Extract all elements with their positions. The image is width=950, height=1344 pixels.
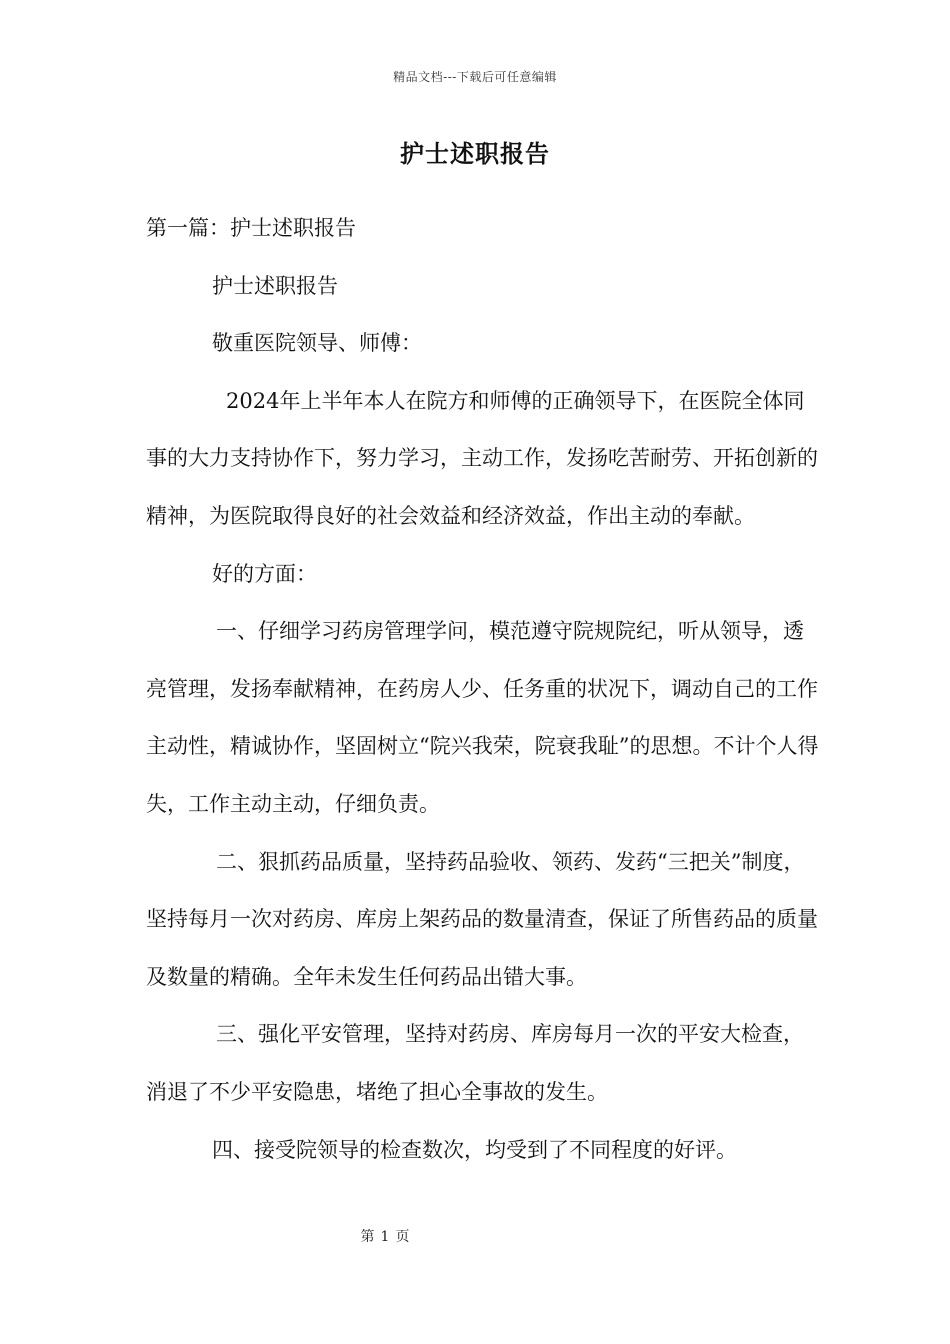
item-3-paragraph: 三、强化平安管理，坚持对药房、库房每月一次的平安大检查，消退了不少平安隐患，堵绝了担心全事故的发生。 (146, 1022, 804, 1104)
intro-paragraph: 2024年上半年本人在院方和师傅的正确领导下，在医院全体同事的大力支持协作下，努力学习，主动工作，发扬吃苦耐劳、开拓创新的精神，为医院取得良好的社会效益和经济效益，作出主动的奉献。 (146, 388, 818, 528)
document-body (146, 200, 820, 1179)
page-header: 精品文档---下载后可任意编辑 (393, 70, 557, 84)
page-number-suffix: 页 (395, 1229, 410, 1245)
document-title: 护士述职报告 (400, 139, 550, 168)
section-heading: 第一篇：护士述职报告 (146, 216, 356, 240)
item-4-paragraph: 四、接受院领导的检查数次，均受到了不同程度的好评。 (212, 1137, 737, 1162)
page-footer (330, 1226, 440, 1246)
salutation: 敬重医院领导、师傅： (212, 331, 422, 356)
item-2-paragraph: 二、狠抓药品质量，坚持药品验收、领药、发药“三把关”制度，坚持每月一次对药房、库房上架药品的数量清查，保证了所售药品的质量及数量的精确。全年未发生任何药品出错大事。 (146, 849, 818, 989)
item-1-paragraph: 一、仔细学习药房管理学问，模范遵守院规院纪，听从领导，透亮管理，发扬奉献精神，在药房人少、任务重的状况下，调动自己的工作主动性，精诚协作，坚固树立“院兴我荣，院衰我耻”的思想。不计个人得失，工作主动主动，仔细负责。 (146, 619, 819, 816)
good-aspects-heading: 好的方面： (212, 561, 317, 586)
page-number-prefix: 第 (360, 1229, 375, 1245)
report-subtitle: 护士述职报告 (212, 273, 338, 298)
page-number: 1 (380, 1229, 390, 1245)
